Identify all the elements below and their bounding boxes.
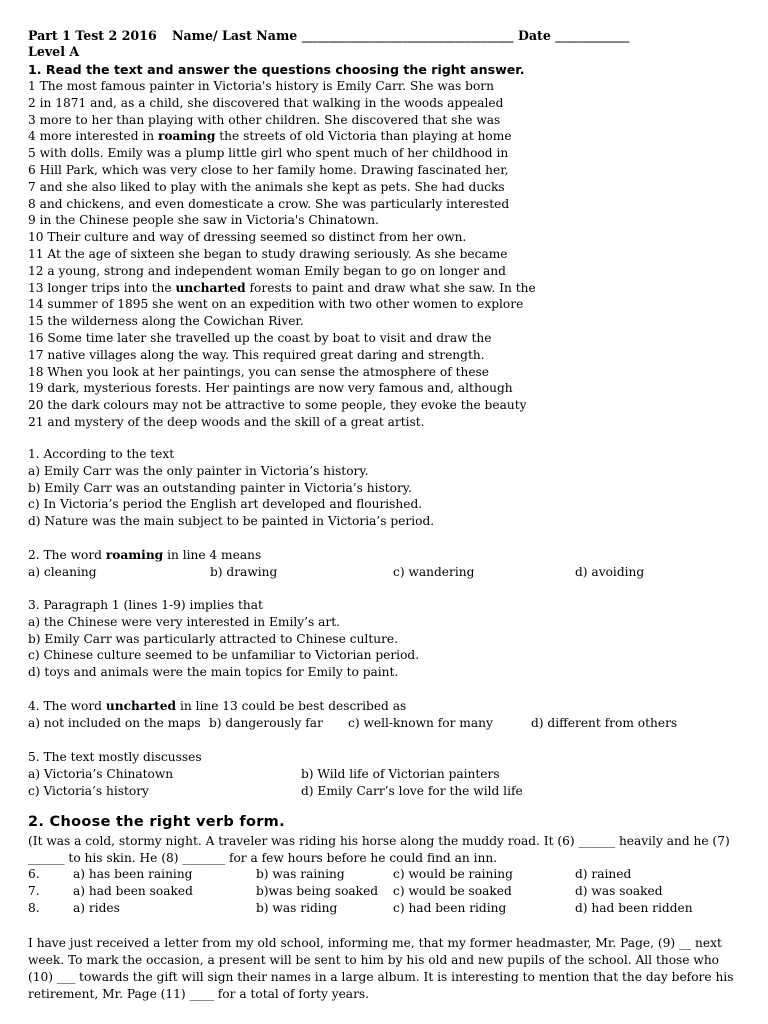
level-label: Level A <box>28 44 80 59</box>
stem-text: in line 4 means <box>163 548 262 562</box>
answer-option: c) wandering <box>393 564 475 579</box>
section2-heading: 2. Choose the right verb form. <box>28 814 285 830</box>
passage-line: 12 a young, strong and independent woman Emily began to go on longer and <box>28 263 506 278</box>
test-label: Part 1 Test 2 2016 <box>28 28 157 43</box>
answer-option: d) toys and animals were the main topics for Emily to paint. <box>28 665 399 680</box>
answer-option: b) Wild life of Victorian painters <box>301 766 500 781</box>
answer-option: d) avoiding <box>575 564 645 579</box>
answer-option: c) well-known for many <box>348 715 493 730</box>
question-stem: 5. The text mostly discusses <box>28 750 202 764</box>
question-1 <box>28 446 748 530</box>
stem-text: 2. The word <box>28 548 106 562</box>
question-stem: 3. Paragraph 1 (lines 1-9) implies that <box>28 598 263 612</box>
paragraph-line: (10) ___ towards the gift will sign their names in a large album. It is interesting to mention that the day before his <box>28 970 734 984</box>
headmaster-paragraph <box>28 935 748 1003</box>
passage-keyword: roaming <box>158 129 216 144</box>
options-row <box>28 766 748 783</box>
paragraph-line: week. To mark the occasion, a present will be sent to him by his old and new pupils of the school. All those who <box>28 953 720 967</box>
answer-option: a) Emily Carr was the only painter in Victoria’s history. <box>28 463 369 478</box>
question-2 <box>28 547 748 581</box>
answer-option: d) rained <box>575 867 632 881</box>
answer-option: d) different from others <box>531 715 678 730</box>
passage-keyword: uncharted <box>175 280 246 295</box>
name-label: Name/ Last Name <box>172 28 298 43</box>
paragraph-line: retirement, Mr. Page (11) ____ for a total of forty years. <box>28 987 370 1001</box>
section1-heading: 1. Read the text and answer the questions choosing the right answer. <box>28 62 525 77</box>
answer-option: b) Emily Carr was an outstanding painter in Victoria’s history. <box>28 480 412 495</box>
answer-option: a) has been raining <box>73 867 193 881</box>
passage-line: 14 summer of 1895 she went on an expedition with two other women to explore <box>28 297 524 312</box>
story-line: (It was a cold, stormy night. A traveler was riding his horse along the muddy road. It (6) ______ heavily and he (7) <box>28 834 730 848</box>
passage-line: 10 Their culture and way of dressing seemed so distinct from her own. <box>28 230 467 245</box>
answer-option: b) dangerously far <box>209 715 323 730</box>
answer-option: b)was being soaked <box>256 883 379 898</box>
passage-line: 15 the wilderness along the Cowichan River. <box>28 314 304 329</box>
question-stem <box>28 547 748 564</box>
stem-keyword: uncharted <box>105 699 177 713</box>
options-row <box>28 783 748 800</box>
item-number: 8. <box>28 900 40 915</box>
passage-text: forests to paint and draw what she saw. In the <box>245 280 536 295</box>
answer-option: a) had been soaked <box>73 883 193 898</box>
passage-line: 16 Some time later she travelled up the coast by boat to visit and draw the <box>28 330 492 345</box>
passage-line: 8 and chickens, and even domesticate a crow. She was particularly interested <box>28 196 510 211</box>
passage-line: 20 the dark colours may not be attractive to some people, they evoke the beauty <box>28 398 527 413</box>
answer-option: c) Victoria’s history <box>28 783 149 798</box>
item-number: 7. <box>28 883 40 898</box>
question-stem <box>28 698 748 715</box>
passage-line: 3 more to her than playing with other children. She discovered that she was <box>28 112 501 127</box>
date-blank: ______________ <box>555 31 630 43</box>
date-label: Date <box>517 28 551 43</box>
passage-line: 2 in 1871 and, as a child, she discovered that walking in the woods appealed <box>28 95 504 110</box>
answer-option: b) Emily Carr was particularly attracted to Chinese culture. <box>28 631 398 646</box>
passage-line: 11 At the age of sixteen she began to study drawing seriously. As she became <box>28 246 508 261</box>
passage-line: 1 The most famous painter in Victoria's history is Emily Carr. She was born <box>28 79 494 93</box>
answer-option: b) drawing <box>210 564 278 579</box>
answer-option: c) would be soaked <box>393 883 512 898</box>
answer-option: d) was soaked <box>575 883 663 898</box>
question-4 <box>28 698 748 732</box>
passage-line: 9 in the Chinese people she saw in Victoria's Chinatown. <box>28 213 379 228</box>
name-blank: ________________________________________ <box>301 31 514 43</box>
answer-option: d) Nature was the main subject to be painted in Victoria’s period. <box>28 514 435 529</box>
answer-option: b) was riding <box>256 900 338 915</box>
item-number: 6. <box>28 867 40 881</box>
paragraph-line: I have just received a letter from my old school, informing me, that my former headmaster, Mr. Page, (9) __ next <box>28 936 722 950</box>
answer-option: c) would be raining <box>393 867 513 881</box>
stem-text: 4. The word <box>28 699 106 713</box>
question-3 <box>28 597 748 681</box>
answer-option: c) had been riding <box>393 900 507 915</box>
passage-line: 17 native villages along the way. This required great daring and strength. <box>28 347 485 362</box>
answer-option: d) had been ridden <box>575 900 693 915</box>
passage-text: 13 longer trips into the <box>28 280 176 295</box>
passage-line: 5 with dolls. Emily was a plump little girl who spent much of her childhood in <box>28 146 509 161</box>
passage-text: the streets of old Victoria than playing at home <box>215 129 512 144</box>
story-text <box>28 833 748 867</box>
verb-options-row <box>28 900 748 917</box>
passage-line: 21 and mystery of the deep woods and the skill of a great artist. <box>28 414 425 429</box>
passage-text: 4 more interested in <box>28 129 158 144</box>
passage-line: 19 dark, mysterious forests. Her paintings are now very famous and, although <box>28 381 513 396</box>
story-line: ______ to his skin. He (8) _______ for a few hours before he could find an inn. <box>28 850 498 865</box>
answer-option: d) Emily Carr’s love for the wild life <box>301 783 523 798</box>
answer-option: a) rides <box>73 900 120 915</box>
reading-passage <box>28 78 748 431</box>
passage-line: 6 Hill Park, which was very close to her family home. Drawing fascinated her, <box>28 162 509 177</box>
question-stem: 1. According to the text <box>28 447 175 461</box>
answer-option: a) not included on the maps <box>28 715 201 730</box>
answer-option: b) was raining <box>256 867 345 881</box>
answer-option: c) Chinese culture seemed to be unfamiliar to Victorian period. <box>28 648 420 663</box>
passage-line <box>28 128 748 145</box>
options-row <box>28 564 748 581</box>
stem-keyword: roaming <box>105 548 164 562</box>
test-header <box>28 28 629 43</box>
stem-text: in line 13 could be best described as <box>176 699 407 713</box>
verb-options-table <box>28 866 748 916</box>
passage-line: 7 and she also liked to play with the animals she kept as pets. She had ducks <box>28 179 505 194</box>
verb-options-row <box>28 866 748 883</box>
answer-option: c) In Victoria’s period the English art developed and flourished. <box>28 497 423 512</box>
options-row <box>28 715 748 732</box>
passage-line <box>28 280 748 297</box>
verb-options-row <box>28 883 748 900</box>
question-5 <box>28 749 748 799</box>
answer-option: a) the Chinese were very interested in Emily’s art. <box>28 614 341 629</box>
passage-line: 18 When you look at her paintings, you can sense the atmosphere of these <box>28 364 490 379</box>
answer-option: a) cleaning <box>28 564 97 579</box>
answer-option: a) Victoria’s Chinatown <box>28 766 174 781</box>
